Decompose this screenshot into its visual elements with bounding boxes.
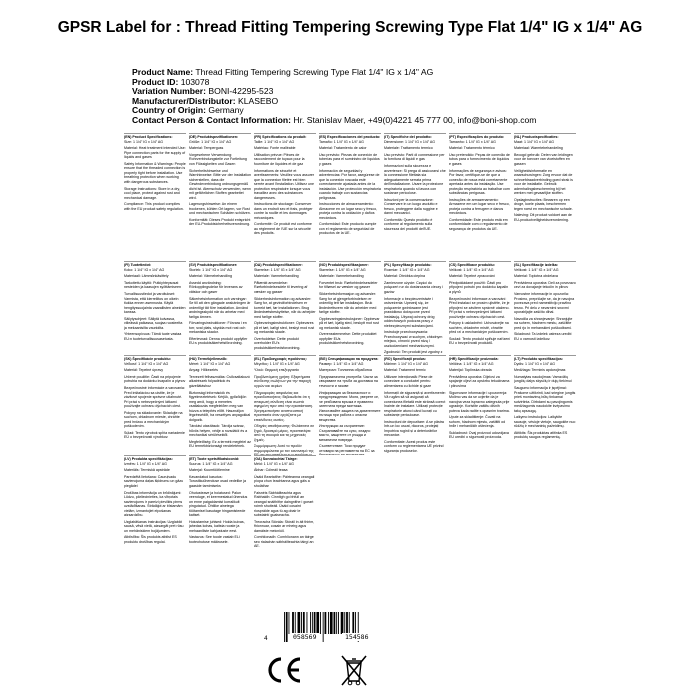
crossed-out-wheelie-bin-icon xyxy=(338,652,370,688)
spec-section-line: Sikkerhetsinformasjon og advarsler: Sørg for at gjengeforbindelsen er ordentlig tett før installasjon. Bruk åndedrettsvern når du arbeider med farlige stoffer. xyxy=(319,292,377,315)
spec-section-line: Størrelse: 1 1/4" IG x 1/4" AG xyxy=(319,267,366,272)
barcode-bar xyxy=(334,612,336,634)
spec-section-line: Naleving: Dit product voldoet aan de EU-productveiligheidsverordening. xyxy=(514,213,572,222)
spec-section-line: Размер: 1 1/4" IG x 1/4" AG xyxy=(319,361,364,366)
spec-grid xyxy=(124,133,576,569)
spec-section-line: Material: Tratamiento de calor xyxy=(319,146,367,151)
spec-section-line: Předpokládané použití: Části pro připojení potrubí pro dodávku kapalin a plynů xyxy=(449,280,509,294)
spec-section-line: Material: Heat treatment intended Use: Pipe connection parts for the supply of liquids and gases xyxy=(124,146,186,160)
spec-section-line: Größe: 1 1/4" IG x 1/4" AG xyxy=(189,139,232,144)
spec-section-line: Turvallisuustiedot ja varoitukset: Varmista, että kierreliitos on oikein tiukka ennen asennusta. Käytä hengityssuojainta vaarallisten aineiden kanssa. xyxy=(124,292,186,315)
barcode-bar xyxy=(295,612,296,634)
spec-section xyxy=(124,261,186,355)
spec-section-line: Opbevaringsinstruktioner: Opbevares på et tørt, køligt sted, beskyt mod rust og mekanisk skade. xyxy=(254,321,315,335)
spec-section-heading: (ES) Especificaciones del producto: xyxy=(319,135,381,139)
spec-section-line: Materiaali: Lämmönkäsittely xyxy=(124,274,169,279)
spec-section-line: Uso previsto: Piezas de conexión de tuberías para el suministro de líquidos y gases xyxy=(319,152,380,166)
barcode-bar xyxy=(330,612,333,634)
spec-section-line: Instructions de stockage: Conserver dans un endroit sec et frais, protéger contre la rouille et les dommages mécaniques. xyxy=(254,202,313,220)
barcode-bar xyxy=(292,612,294,634)
spec-section-line: Kavandatud kasutus: Torustikuühenduse osad vedelike ja gaaside tarnimiseks xyxy=(189,474,246,488)
barcode-bar xyxy=(352,612,354,634)
spec-section xyxy=(384,261,446,355)
spec-section-line: Laikymo instrukcijos: Laikykite sausoje, vėsioje vietoje, saugokite nuo rūdžių ir mechaninių pažeidimų. xyxy=(514,415,576,429)
spec-section-line: Υλικό: Θερμική επεξεργασία xyxy=(254,368,299,373)
spec-section-line: Προβλεπόμενη χρήση: Εξαρτήματα σύνδεσης σωλήνων για την παροχή υγρών και αερίων xyxy=(254,374,311,388)
spec-section-line: Predviđena uporaba: Dijelovi za spajanje cijevi za opskrbu tekućinama i plinovima xyxy=(449,374,510,388)
spec-section-line: Säkerhetsinformation och varningar: Se till att den gängade anslutningen är ordentligt tät före installation. Använd andningsskydd när du arbetar med farliga ämnen. xyxy=(189,296,251,319)
spec-section-line: Varnostne informacije in opozorila: Prosimo, prepričajte se, da je navojna povezava pred namestitvijo pravilno tesno. Pri delu z nevarnimi snovmi uporabljajte zaščito dihal. xyxy=(514,292,575,315)
spec-section-line: Informații de siguranță și avertismente: Vă rugăm să vă asigurați că conexiunea filetată este strânsă corect înainte de instalare. Utilizați protecție respiratorie atunci când lucrați cu substanțe periculoase. xyxy=(384,390,446,418)
spec-section-line: Vorgesehene Verwendung: Rohrverbindungsteile zur Fortleitung von Flüssigkeiten und Gasen xyxy=(189,152,247,166)
spec-section-line: Velikost: 1 1/4" IG x 1/4" AG xyxy=(449,267,494,272)
spec-section-heading: (SV) Produktspecifikationer: xyxy=(189,263,238,267)
spec-section-line: Méid: 1 1/4" IG x 1/4" AG xyxy=(254,461,294,466)
spec-section-line: Información de seguridad y advertencias: Por favor, asegúrese de que la conexión roscada esté correctamente ajustada antes de la instalación. Use protección respiratoria cuando trabaje con sustancias peligrosas. xyxy=(319,168,381,200)
spec-section-line: Conformidade: Este produto está em conformidade com o regulamento de segurança de produtos da UE. xyxy=(449,217,508,231)
barcode-bar xyxy=(323,612,324,642)
spec-section-line: Safety Information & Warnings: People ensure that the threaded connection is properly tight before installation. Use breathing protection when working with dangerous substances. xyxy=(124,161,186,184)
spec-section-line: Veľkosť: 1 1/4" IG x 1/4" AG xyxy=(124,361,169,366)
spec-section-line: Sikkerhedsinformation og advarsler: Sørg for, at gevindforbindelsen er korrekt tæt, før installationen. Brug åndedrætsbeskyttelse, når du arbejder med farlige stoffer. xyxy=(254,296,316,319)
spec-section-heading: (SK) Špecifikácie produktu: xyxy=(124,357,171,361)
spec-section-line: Uso previsto: Parti di connessione per la fornitura di liquidi e gas xyxy=(384,152,445,162)
spec-section-line: Upute za skladištenje: Čuvati na suhom, hladnom mjestu, zaštititi od hrđe i mehaničkih oštećenja. xyxy=(449,415,506,429)
spec-section-heading: (LV) Produkta specifikācijas: xyxy=(124,457,173,461)
spec-section-line: Hoiustamise juhised: Hoida kuivas, jahedas kohas, kaitsta rooste ja mehaaniliste kahjustuste eest. xyxy=(189,519,245,533)
spec-section-heading: (PL) Specyfikacje produktu: xyxy=(384,263,432,267)
spec-section-line: Matériau: Fonte malléable xyxy=(254,146,296,151)
barcode-bar xyxy=(325,612,327,634)
spec-section-heading: (NL) Productspecificaties: xyxy=(514,135,559,139)
spec-section-line: Storlek: 1 1/4" IG x 1/4" AG xyxy=(189,267,233,272)
barcode-bar xyxy=(338,612,339,634)
spec-section xyxy=(449,355,511,455)
spec-section-line: Navodila za shranjevanje: Shranjujte na suhem, hladnem mestu, zaščitite pred rjo in mehanskimi poškodbami. xyxy=(514,316,573,330)
spec-section-line: Súlad: Tento výrobok spĺňa nariadenie EÚ o bezpečnosti výrobkov. xyxy=(124,430,185,440)
spec-section-line: Storage Instructions: Store in a dry, cool place, protect against rust and mechanical damage. xyxy=(124,186,181,200)
spec-section-line: Materjal: Kuumtöötlemine xyxy=(189,468,230,473)
spec-section-line: Uso pretendido: Peças de conexão de tubos para o fornecimento de líquidos e gases xyxy=(449,152,510,166)
spec-section-heading: (DA) Produktspecifikationer: xyxy=(254,263,303,267)
spec-section-line: Ohutusteave ja hoiatused: Palun veenduge, et keermestatud ühendus on enne paigaldamist korralikult pingutatud. Ohtlike ainetega töötamisel kasutage hingamisteede kaitset. xyxy=(189,490,248,518)
spec-section-line: Μέγεθος: 1 1/4" IG x 1/4" AG xyxy=(254,361,300,366)
spec-section-line: Predvidena uporaba: Deli za povezavo cevi za dovajanje tekočin in plinov xyxy=(514,280,576,290)
spec-section-line: Utilisation prévue: Pièces de raccordement de tuyaux pour la fourniture de liquides et de gaz xyxy=(254,152,305,166)
spec-section xyxy=(254,133,316,261)
spec-section-line: Materiale: Varmebehandling xyxy=(319,274,364,279)
spec-section-heading: (HR) Specifikacije proizvoda: xyxy=(449,357,499,361)
spec-section-line: Materiał: Obróbka cieplna xyxy=(384,274,425,279)
spec-section xyxy=(254,455,316,569)
spec-section-line: Materiale: Trattamento termico xyxy=(384,146,433,151)
spec-section-line: Forventet bruk: Rørforbindelsesdeler for tilførsel av væsker og gasser xyxy=(319,280,378,290)
spec-section-line: Compliance: This product complies with the EU product safety regulation. xyxy=(124,202,184,211)
spec-section xyxy=(319,261,381,355)
barcode-bar xyxy=(298,612,301,634)
spec-section-line: Comhlíonadh: Comhlíonann an táirge seo rialachán sábháilteachta táirgí an AE. xyxy=(254,535,314,549)
spec-section-line: Opslaginstructies: Bewaren op een droge, koele plaats, beschermen tegen roest en mechanische schade. xyxy=(514,197,573,211)
spec-section-line: Biztonsági információk és figyelmeztetések: Kérjük, győződjön meg arról, hogy a menetes csatlakozás megfelelően meg van húzva a telepítés előtt. Használjon légzésvédőt, ha veszélyes anyagokkal dolgozik. xyxy=(189,390,251,422)
spec-section-line: Istruzioni per la conservazione: Conservare in un luogo asciutto e fresco, proteggere dalla ruggine e danni meccanici. xyxy=(384,197,438,216)
spec-section-line: Atitiktis: Šis produktas atitinka ES produktų saugos reglamentą. xyxy=(514,430,568,440)
spec-section xyxy=(254,355,316,455)
spec-section-line: Sukladnost: Ovaj proizvod udovoljava EU uredbi o sigurnosti proizvoda. xyxy=(449,430,509,440)
spec-section-line: Materiál: Tepelné úpravy xyxy=(124,368,164,373)
spec-section-line: Sicherheitshinweise und Warnhinweise: Bitte vor der Installation sicherstellen, dass die Gewindeverbindung ordnungsgemäß dicht ist. Atemschutz verwenden, wenn mit gefährlichen Stoffen gearbeitet wird. xyxy=(189,168,251,200)
spec-section-line: Tamaño: 1 1/4" IG x 1/4" AG xyxy=(319,139,364,144)
spec-section xyxy=(384,133,446,261)
spec-section-line: Beoogd gebruik: Delen van leidingen voor de toevoer van vloeistoffen en gassen xyxy=(514,152,573,166)
spec-section-line: Yhteensopivuus: Tämä tuote vastaa EU:n tuoteturvallisuusasetusta. xyxy=(124,332,182,341)
barcode-bar xyxy=(341,612,344,634)
spec-section-heading: (RO) Specificații produs: xyxy=(384,357,427,361)
spec-section-line: Material: Värmebehandling xyxy=(189,274,232,279)
barcode-group-1: 058569 xyxy=(290,633,319,641)
spec-section-line: Størrelse: 1 1/4" IG x 1/4" AG xyxy=(254,267,301,272)
spec-section-line: Material: Toplotna obdelava xyxy=(514,274,558,279)
spec-section-line: Izmērs: 1 1/4" IG x 1/4" AG xyxy=(124,461,167,466)
spec-section-line: Conformidad: Este producto cumple con el reglamento de seguridad de productos de la UE. xyxy=(319,222,377,236)
spec-section-line: Numatytas naudojimas: Vamzdžių jungčių dalys skysčių ir dujų tiekimui xyxy=(514,374,572,384)
spec-section-line: Предназначена употреба: Части за свързване на тръби за доставка на течности и газове xyxy=(319,374,378,388)
spec-section-line: Conformitate: Acest produs este conform cu reglementarea UE privind siguranța produselor. xyxy=(384,439,444,453)
spec-section-line: Материал: Топлинна обработка xyxy=(319,368,372,373)
ce-mark-icon xyxy=(264,655,304,685)
info-contact: Contact Person & Contact Information: Hr. Stanislav Maer, +49(0)4221 45 777 00, info@boni-shop.com xyxy=(132,115,537,125)
spec-section-line: Megfelelőség: Ez a termék megfelel az EU termékbiztonsági rendeletének. xyxy=(189,439,251,449)
spec-section-heading: (FI) Tuotetiedot: xyxy=(124,263,152,267)
spec-section-line: Tervezett felhasználás: Csőcsatlakozó alkatrészek folyadékok és gázellátáshoz xyxy=(189,374,250,388)
spec-section-line: Drošības informācija un brīdinājumi: Lūdzu, pārliecinieties, ka vītņotais savienojums ir pareizi pievilkts pirms uzstādīšanas. Strādājot ar bīstamām vielām, izmantojiet elpošanas aizsardzību. xyxy=(124,490,183,518)
spec-section-line: Sigurnosne informacije i upozorenja: Molimo vas da se uvjerite da je navojna veza ispravno zategnuta prije ugradnje. Koristite zaštitu dišnih puteva kada radite s opasnim tvarima. xyxy=(449,390,510,413)
spec-section-line: Πληροφορίες ασφαλείας και προειδοποιήσεις: Βεβαιωθείτε ότι η σπειρωτή σύνδεση είναι σωστά σφιγμένη πριν από την εγκατάσταση. Χρησιμοποιήστε αναπνευστική προστασία όταν εργάζεστε με επικίνδυνες ουσίες. xyxy=(254,390,314,422)
spec-section-line: Pokyny k uskladnění: Uchovávejte na suchém, chladném místě, chraňte před rzí a mechanickým poškozením. xyxy=(449,321,509,335)
page-title: GPSR Label for : Thread Fitting Tempering Screwing Type Flat 1/4" IG x 1/4" AG xyxy=(57,19,643,36)
spec-section-line: Conformité: Ce produit est conforme au règlement de l'UE sur la sécurité des produits. xyxy=(254,222,312,236)
spec-section-line: Informazioni sulla sicurezza e avvertenze: Si prega di assicurarsi che la connessione filettata sia adeguatamente serrata prima dell'installazione. Usare la protezione respiratoria quando si lavora con sostanze pericolose. xyxy=(384,164,446,196)
spec-section-line: Uzglabāšanas instrukcijas: Uzglabāt sausā, vēsā vietā, aizsargāt pret rūsu un mehāniskiem bojājumiem. xyxy=(124,519,184,533)
barcode-bar xyxy=(284,612,285,642)
spec-section xyxy=(189,261,251,355)
spec-section-line: Méret: 1 1/4" IG x 1/4" AG xyxy=(189,361,231,366)
spec-section-line: Materiaal: Warmtebehandeling xyxy=(514,146,563,151)
spec-section-heading: (SL) Specifikacije izdelka: xyxy=(514,263,558,267)
spec-section-heading: (EL) Προδιαγραφές προϊόντος: xyxy=(254,357,308,361)
spec-section xyxy=(124,455,186,569)
barcode-bar xyxy=(328,612,329,634)
spec-section-line: Velikost: 1 1/4" IG x 1/4" AG xyxy=(514,267,559,272)
spec-section-line: Bezpečnostní informace a varování: Před instalací se prosím ujistěte, že je připojení se závitem správně utaženo. Při práci s nebezpečnými látkami používejte ochranu dýchacích cest. xyxy=(449,296,510,319)
product-info xyxy=(132,68,672,126)
spec-section-line: Faisnéis Sábháilteachta agus Rabhaidh: Cinntigh go bhfuil an ceangal snáithithe daingnithe i gceart roimh shuiteáil. Úsáid cosaint riospráide agus tú ag obair le substaintí guaiseacha. xyxy=(254,490,314,518)
spec-section-line: Dimensione: 1 1/4" IG x 1/4" AG xyxy=(384,139,436,144)
spec-section-line: Informacje o bezpieczeństwie i ostrzeżenia: Upewnij się, że połączenie gwintowane jest prawidłowo dokręcone przed instalacją. Używaj ochrony dróg oddechowych podczas pracy z niebezpiecznymi substancjami. xyxy=(384,296,435,328)
spec-section-line: Lagerungshinweise: An einem trockenen, kühlen Ort lagern, vor Rost und mechanischen Schäden schützen. xyxy=(189,202,251,216)
barcode-bar xyxy=(349,612,350,634)
spec-section-heading: (GA) Sonraíochtaí Táirge: xyxy=(254,457,298,461)
barcode-bar xyxy=(310,612,311,634)
spec-section-line: Vastavus: See toode vastab ELi tooteohutuse määrusele. xyxy=(189,535,240,544)
spec-section xyxy=(384,355,446,455)
barcode-bar xyxy=(289,612,290,634)
spec-section-line: Instruções de armazenamento: Armazene em um lugar seco e fresco, proteja contra a ferrugem e danos mecânicos. xyxy=(449,197,510,216)
spec-section xyxy=(514,133,576,261)
spec-section-line: Utilizare intenționată: Piese de conectare a conductei pentru alimentarea cu lichide și gaze xyxy=(384,374,433,388)
spec-section-line: Úsáid Beartaithe: Páirteanna ceangail píopa chun leachtanna agus gáis a sholáthar xyxy=(254,474,315,488)
spec-section-line: Určené použitie: Časti na pripojenie potrubia na dodávku kvapalín a plynov xyxy=(124,374,186,384)
spec-section-line: Οδηγίες αποθήκευσης: Φυλάσσετε σε ξηρό, δροσερό μέρος, προστατέψτε από τη σκουριά και τις μηχανικές ζημιές. xyxy=(254,424,315,442)
spec-section-line: Material: Tratament termic xyxy=(384,368,426,373)
spec-section-line: Veiligheidsinformatie en waarschuwingen: Zorg ervoor dat de schroefdraadverbinding goed strak is voor de installatie. Gebruik ademhalingsbescherming bij het werken met gevaarlijke stoffen. xyxy=(514,168,573,196)
spec-section-line: Atbilstība: Šis produkts atbilst ES produktu drošības regulai. xyxy=(124,535,177,544)
barcode-bar xyxy=(346,612,348,634)
barcode-bar xyxy=(316,612,319,634)
spec-section-line: Anyag: Hőkezelés xyxy=(189,368,218,373)
spec-section-line: Material: Tratamento térmico xyxy=(449,146,495,151)
spec-section-line: Pokyny na skladovanie: Skladujte na suchom, chladnom mieste, chráňte pred hrdzou a mechanickým poškodením. xyxy=(124,410,183,429)
barcode-group-2: 154586 xyxy=(342,633,371,641)
spec-section-line: Bezpečnostné informácie a varovania: Pred inštaláciou sa uistite, že je závitové spojenie správne utiahnuté. Pri práci s nebezpečnými látkami používajte ochranu dýchacích ciest. xyxy=(124,386,185,409)
spec-section-line: Skladnost: Ta izdelek ustreza uredbi EU o varnosti izdelkov. xyxy=(514,332,572,341)
info-country-of-origin: Country of Origin: Germany xyxy=(132,106,244,116)
spec-section-line: Informações de segurança e avisos: Por favor, certifique-se de que a conexão de rosca está corretamente apertada antes da instalação. Use proteção respiratória ao trabalhar com substâncias perigosas. xyxy=(449,168,510,196)
info-product-id: Product ID: 103078 xyxy=(132,77,210,87)
spec-section-line: Materiāls: Termiskā apstrāde xyxy=(124,468,170,473)
spec-section-heading: (BG) Спецификации на продукта: xyxy=(319,357,379,361)
spec-section xyxy=(189,133,251,261)
spec-section-line: Taille: 1 1/4" IG x 1/4" AG xyxy=(254,139,295,144)
spec-section-line: Zgodność: Ten produkt jest zgodny z xyxy=(384,350,443,355)
spec-section-line: Tárolási utasítások: Tárolja száraz, hűvös helyen, védje a rozsdától és a mechanikai sérülésektől. xyxy=(189,424,248,438)
spec-section-line: Tarkoitettu käyttö: Putkiyhteysosat nesteiden ja kaasujen syöttämiseen xyxy=(124,280,181,290)
spec-section-heading: (FR) Spécifications du produit: xyxy=(254,135,307,139)
spec-section-heading: (ET) Toote spetsifikatsioonid: xyxy=(189,457,240,461)
spec-section-heading: (HU) Termékjellemzők: xyxy=(189,357,228,361)
spec-section-heading: (CS) Specifikace produktu: xyxy=(449,263,495,267)
spec-section-line: Suurus: 1 1/4" IG x 1/4" AG xyxy=(189,461,233,466)
barcode-bar xyxy=(307,612,308,634)
spec-section-line: Påtænkt anvendelse: Rørforbindelsesdele til levering af væsker og gasser xyxy=(254,280,308,294)
barcode-bar xyxy=(320,612,321,634)
spec-section-line: Efterlevnad: Denna produkt uppfyller EU:s produktsäkerhetsförordning. xyxy=(189,336,248,346)
spec-section-heading: (IT) Specifiche del prodotto: xyxy=(384,135,432,139)
spec-section-line: Overensstemmelse: Dette produktet oppfyller EUs produktsikkerhetsforordning. xyxy=(319,332,377,346)
spec-section xyxy=(124,133,186,261)
spec-section-line: Instrucciones de almacenamiento: Almacene en un lugar seco y fresco, proteja contra la oxidación y daños mecánicos. xyxy=(319,202,378,220)
spec-section-line: Maat: 1 1/4" IG x 1/4" AG xyxy=(514,139,555,144)
spec-section-line: Съответствие: Този продукт отговаря на регламента на ЕС за xyxy=(319,444,375,453)
barcode-bar xyxy=(301,612,302,634)
info-variation-number: Variation Number: BONI-42295-523 xyxy=(132,87,274,97)
spec-section xyxy=(514,355,576,455)
spec-section-line: Conformità: Questo prodotto è conforme al regolamento sulla sicurezza dei prodotti dell'UE. xyxy=(384,217,433,231)
spec-section-line: Overholdelse: Dette produkt overholder EU's produktsikkerhedsforordning. xyxy=(254,336,301,350)
spec-section-line: Dydis: 1 1/4" IG x 1/4" AG xyxy=(514,361,556,366)
spec-section-line: Информация за безопасност и предупреждения: Моля, уверете се, че резбовата връзка е правилно затегната преди монтажа. Използвайте защита на дихателните пътища при работа с опасни вещества. xyxy=(319,390,381,422)
barcode-bar xyxy=(314,612,316,634)
spec-section-line: Συμμόρφωση: Αυτό το προϊόν συμμορφώνεται με τον κανονισμό της xyxy=(254,444,314,453)
spec-section-line: Soulad: Tento produkt splňuje nařízení EU o bezpečnosti produktů. xyxy=(449,336,511,346)
spec-section-line: Materijal: Toplinska obrada xyxy=(449,368,492,373)
barcode-bar xyxy=(312,612,313,634)
spec-section-line: Medžiaga: Terminis apdorojimas xyxy=(514,368,566,373)
spec-section-line: Zamierzone użycie: Części do połączeń rur do dostarczania cieczy i gazów xyxy=(384,280,443,294)
spec-section-line: Instrukcje przechowywania: Przechowywać w suchym, chłodnym miejscu, chronić przed rdzą i uszkodzeniami mechanicznymi. xyxy=(384,330,443,348)
spec-section-line: Avsedd användning: Rörkopplingsdelar för leverans av vätskor och gaser xyxy=(189,280,243,294)
spec-section-line: Säilytysohjeet: Säilytä kuivassa, viileässä paikassa, suojaa ruosteelta ja mekaanisilta vaurioilta. xyxy=(124,316,183,330)
spec-section-line: Materiale: Varmebehandling xyxy=(254,274,299,279)
spec-section-line: Saugumo informacija ir įspėjimai: Prašome užtikrinti, kad sriegine jungtis prieš montavimą būtų tinkamai sutvirtinta. Dirbdami su pavojingomis medžiagomis naudokite kvėpavimo takų apsaugą. xyxy=(514,386,576,413)
spec-section-line: Mărime: 1 1/4" IG x 1/4" AG xyxy=(384,361,429,366)
spec-section-line: Paredzētā lietošana: Cauruļvadu savienojuma daļas šķidrumu un gāzu piegādei xyxy=(124,474,184,488)
spec-section-line: Rozmiar: 1 1/4" IG x 1/4" AG xyxy=(384,267,430,272)
spec-section-line: Material: Temperguss xyxy=(189,146,224,151)
barcode-lead-digit: 4 xyxy=(264,635,268,642)
spec-section xyxy=(189,355,251,455)
spec-section-line: Oppbevaringsinstruksjoner: Oppbevar på et tørt, kjølig sted, beskytt mot rust og mekanisk skade. xyxy=(319,316,380,330)
barcode-bar xyxy=(303,612,305,634)
spec-section-line: Tamanho: 1 1/4" IG x 1/4" AG xyxy=(449,139,496,144)
spec-section-heading: (PT) Especificações do produto: xyxy=(449,135,505,139)
spec-section-line: Ábhar: Cóireáil teasa xyxy=(254,468,288,473)
spec-section xyxy=(124,355,186,455)
spec-section xyxy=(319,355,381,455)
barcode-bar xyxy=(344,612,345,634)
spec-section xyxy=(254,261,316,355)
barcode-bar xyxy=(286,612,288,642)
spec-section-line: Veličina: 1 1/4" IG x 1/4" AG xyxy=(449,361,494,366)
spec-section-line: Informations de sécurité et avertissements: Veuillez vous assurer que la connexion filetée est bien serrée avant l'installation. Utilisez une protection respiratoire lorsque vous travaillez avec des substances dangereuses. xyxy=(254,168,315,200)
spec-section-heading: (NO) Produktspesifikasjoner: xyxy=(319,263,369,267)
spec-section-heading: (DE) Produktspezifikationen: xyxy=(189,135,239,139)
spec-section-line: Koko: 1 1/4" IG x 1/4" AG xyxy=(124,267,165,272)
info-product-name: Product Name: Thread Fitting Tempering Screwing Type Flat 1/4" IG x 1/4" AG xyxy=(132,68,434,77)
spec-section-line: Materiál: Tepelné zpracování xyxy=(449,274,495,279)
spec-section xyxy=(189,455,251,569)
spec-section-line: Konformität: Dieses Produkt entspricht der EU-Produktsicherheitsverordnung. xyxy=(189,217,251,227)
spec-section-line: Instrucțiuni de depozitare: A se păstra într-un loc uscat, răcoros, protejați împotriva ruginii și a deteriorărilor mecanice. xyxy=(384,419,444,438)
barcode-bar xyxy=(336,612,337,634)
spec-section-line: Size: 1 1/4" IG x 1/4" AG xyxy=(124,139,164,144)
spec-section-line: Инструкции за съхранение: Съхранявайте на сухо, хладно място, защитете от ръжда и механични повреди. xyxy=(319,424,371,442)
spec-section xyxy=(449,261,511,355)
info-manufacturer: Manufacturer/Distributor: KLASEBO xyxy=(132,96,279,106)
spec-section-line: Förvaringsinstruktioner: Förvara i en torr, sval plats, skydda mot rost och mekaniska skador. xyxy=(189,321,247,335)
barcode-bar xyxy=(355,612,356,634)
spec-section xyxy=(319,133,381,261)
spec-section xyxy=(514,261,576,355)
spec-section-line: Treoracha Stórála: Stóráil in áit thirim, fhionnuar, cosain ar mheirg agus damáiste meicniúil. xyxy=(254,519,315,533)
spec-section-heading: (EN) Product Specifications: xyxy=(124,135,173,139)
spec-section-heading: (LT) Produkto specifikacijos: xyxy=(514,357,564,361)
spec-section xyxy=(449,133,511,261)
